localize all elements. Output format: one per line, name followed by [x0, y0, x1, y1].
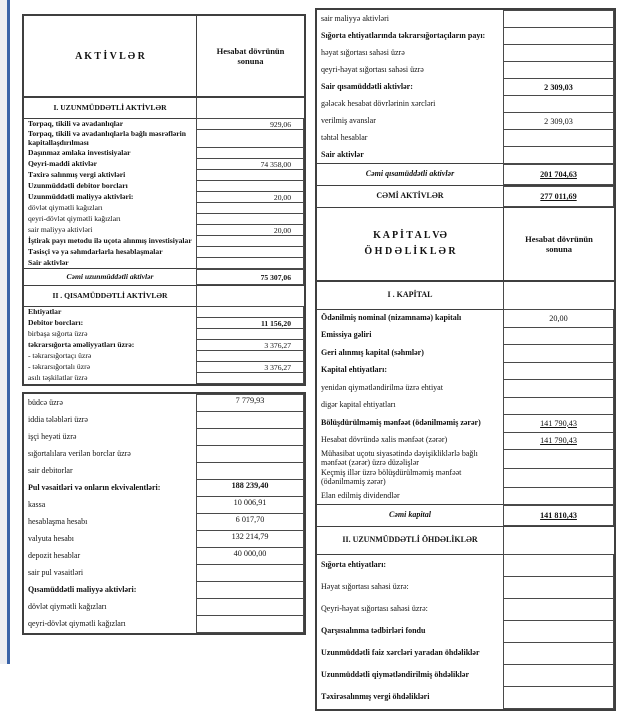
row-label: Həyat sığortası sahəsi üzrə: [321, 582, 409, 592]
row-label: qeyri-dövlət qiymətli kağızları [28, 618, 126, 628]
assets-continuation-and-capital-table [315, 8, 616, 711]
row-value [196, 598, 304, 616]
row-label: - təkrarsığortalı üzrə [28, 361, 90, 371]
row-value: 141 810,43 [503, 505, 614, 526]
row-label: I . KAPİTAL [387, 290, 433, 300]
table-row [24, 598, 304, 616]
row-label: sair pul vəsaitləri [28, 567, 84, 577]
row-value [196, 98, 304, 118]
row-value [503, 327, 614, 346]
row-label: Cəmi kapital [389, 510, 431, 520]
row-value: 11 156,20 [196, 317, 304, 329]
assets-table-header [24, 16, 304, 97]
row-label: I. UZUNMÜDDƏTLİ AKTİVLƏR [53, 102, 167, 112]
row-value [196, 129, 304, 148]
row-label: II. UZUNMÜDDƏTLİ ÖHDƏLİKLƏR [342, 535, 478, 545]
row-label: Cəmi uzunmüddətli aktivlər [66, 271, 154, 281]
row-label: Qarşısıalınma tədbirləri fondu [321, 626, 426, 636]
row-label: Sair aktivlər [28, 257, 69, 267]
row-label: İştirak payı metodu ilə uçota alınmış investisiyalar [28, 235, 192, 245]
row-value [503, 362, 614, 381]
row-label: Emissiya gəliri [321, 330, 372, 340]
row-label: təhtəl hesablar [321, 132, 368, 142]
table-row [317, 576, 614, 599]
table-row [317, 146, 614, 164]
row-label: verilmiş avanslar [321, 115, 376, 125]
row-label: gələcək hesabat dövrlərinin xərcləri [321, 98, 436, 108]
left-column [22, 14, 306, 635]
row-value [196, 286, 304, 306]
row-label: asılı təşkilatlar üzrə [28, 372, 88, 382]
row-value: 188 239,40 [196, 479, 304, 497]
assets-debtor-detail-table [22, 392, 306, 635]
row-label: Cəmi qısamüddətli aktivlər [365, 169, 455, 179]
row-value: 3 376,27 [196, 361, 304, 373]
table-row [317, 362, 614, 381]
row-value [503, 282, 614, 309]
row-value: 6 017,70 [196, 513, 304, 531]
table-row [24, 411, 304, 429]
assets-title: A K T İ V L Ə R [75, 50, 145, 62]
row-label: Uzunmüddətli debitor borcları [28, 180, 128, 190]
table-row [317, 414, 614, 433]
row-value: 7 779,93 [196, 394, 304, 412]
row-value [503, 468, 614, 488]
row-value: 141 790,43 [503, 432, 614, 451]
row-label: həyat sığortası sahəsi üzrə [321, 47, 405, 57]
row-label: sair maliyyə aktivləri [28, 224, 93, 234]
row-value [503, 95, 614, 113]
row-label: hesablaşma hesabı [28, 516, 88, 526]
capital-title-line2: Ö H D Ə L İ K L Ə R [364, 246, 456, 257]
table-row [24, 547, 304, 565]
table-row [317, 379, 614, 398]
row-value [503, 554, 614, 577]
table-row [24, 445, 304, 463]
row-label: Təsisçi və ya səhmdarlarla hesablaşmalar [28, 246, 163, 256]
table-row [317, 432, 614, 451]
row-value: 40 000,00 [196, 547, 304, 565]
row-label: Bölüşdürülməmiş mənfəət (ödənilməmiş zərər) [321, 417, 481, 427]
row-label: Ehtiyatlar [28, 306, 62, 316]
row-value [196, 462, 304, 480]
capital-title [317, 208, 503, 280]
row-label: Geri alınmış kapital (səhmlər) [321, 347, 424, 357]
table-row [317, 526, 614, 555]
row-value: 132 214,79 [196, 530, 304, 548]
row-label: Sair aktivlər [321, 149, 364, 159]
table-row [317, 10, 614, 28]
row-value [503, 27, 614, 45]
table-row [317, 642, 614, 665]
row-value: 3 376,27 [196, 339, 304, 351]
row-label: Torpaq, tikili və avadanlıqlarla bağlı məsrəflərin kapitallaşdırılması [28, 129, 186, 147]
table-row [317, 185, 614, 208]
assets-rows-detail [24, 394, 304, 633]
table-row [317, 620, 614, 643]
table-row [317, 95, 614, 113]
row-label: kassa [28, 499, 46, 509]
row-value: 74 358,00 [196, 158, 304, 170]
row-label: dövlət qiymətli kağızları [28, 601, 107, 611]
row-label: depozit hesablar [28, 550, 81, 560]
table-row [317, 598, 614, 621]
capital-rows [317, 281, 614, 709]
assets-table [22, 14, 306, 386]
table-row [24, 462, 304, 480]
table-row [317, 309, 614, 328]
row-value: 277 011,69 [503, 186, 614, 207]
table-row [317, 129, 614, 147]
table-row [24, 129, 304, 148]
table-row [317, 112, 614, 130]
row-value [503, 397, 614, 416]
row-value [196, 445, 304, 463]
row-value [503, 449, 614, 469]
assets-rows-continuation [317, 10, 614, 208]
table-row [24, 428, 304, 446]
row-value [503, 146, 614, 164]
capital-table-header [317, 207, 614, 281]
table-row [24, 564, 304, 582]
row-label: Keçmiş illər üzrə bölüşdürülməmiş mənfəət (ödənilməmiş zərər) [321, 467, 462, 486]
table-row [317, 449, 614, 469]
row-label: qeyri-həyat sığortası sahəsi üzrə [321, 64, 424, 74]
row-value: 20,00 [196, 224, 304, 236]
table-row [24, 268, 304, 286]
row-label: Daşınmaz əmlaka investisiyalar [28, 147, 131, 157]
table-row [317, 281, 614, 310]
row-value [196, 411, 304, 429]
row-label: Mühasibat uçotu siyasətində dəyişikliklərlə bağlı mənfəət (zərər) üzrə düzəlişlər [321, 449, 478, 467]
table-row [317, 686, 614, 709]
row-value [503, 44, 614, 62]
row-label: yenidən qiymətləndirilmə üzrə ehtiyat [321, 382, 443, 392]
table-row [24, 496, 304, 514]
table-row [317, 554, 614, 577]
row-label: Ödənilmiş nominal (nizamnamə) kapitalı [321, 312, 462, 322]
row-label: Sair qısamüddətli aktivlər: [321, 81, 413, 91]
left-accent-line [7, 0, 10, 664]
row-value [196, 257, 304, 269]
row-value: 929,06 [196, 118, 304, 130]
row-label: Debitor borcları: [28, 317, 84, 327]
row-label: Torpaq, tikili və avadanlıqlar [28, 118, 124, 128]
row-label: sair maliyyə aktivləri [321, 13, 389, 23]
row-label: qeyri-dövlət qiymətli kağızları [28, 213, 121, 223]
row-label: Kapital ehtiyatları: [321, 365, 387, 375]
row-label: Qeyri-həyat sığortası sahəsi üzrə: [321, 604, 428, 614]
capital-period-header: Hesabat dövrünün sonuna [503, 208, 614, 280]
row-label: Uzunmüddətli faiz xərcləri yaradan öhdəliklər [321, 648, 480, 658]
row-value [503, 344, 614, 363]
row-label: dövlət qiymətli kağızları [28, 202, 103, 212]
row-value: 10 006,91 [196, 496, 304, 514]
table-row [317, 27, 614, 45]
assets-period-header: Hesabat dövrünün sonuna [196, 16, 304, 96]
row-label: birbaşa sığorta üzrə [28, 328, 88, 338]
row-label: CƏMİ AKTİVLƏR [376, 191, 444, 201]
row-label: təkrarsığorta əməliyyatları üzrə: [28, 339, 135, 349]
row-value [503, 598, 614, 621]
row-label: II . QISAMÜDDƏTLİ AKTİVLƏR [52, 290, 168, 300]
table-row [24, 372, 304, 384]
table-row [24, 615, 304, 633]
capital-title-line1: K A P İ T A L VƏ [373, 230, 447, 241]
row-value [503, 379, 614, 398]
table-row [24, 530, 304, 548]
row-label: sair debitorlar [28, 465, 73, 475]
row-value [503, 527, 614, 554]
table-row [317, 468, 614, 488]
row-value [196, 564, 304, 582]
row-value [503, 686, 614, 709]
row-label: valyuta hesabı [28, 533, 74, 543]
row-value: 75 307,06 [196, 269, 304, 285]
row-value [503, 61, 614, 79]
row-value: 2 309,03 [503, 112, 614, 130]
table-row [24, 257, 304, 269]
table-row [24, 285, 304, 307]
row-label: Sığorta ehtiyatlarında təkrarsığortaçıların payı: [321, 30, 486, 40]
page-edge-strip [0, 0, 7, 664]
row-value [503, 642, 614, 665]
table-row [24, 479, 304, 497]
row-value [196, 615, 304, 633]
row-value [503, 487, 614, 506]
row-label: büdcə üzrə [28, 397, 63, 407]
table-row [317, 78, 614, 96]
row-value [503, 129, 614, 147]
row-label: işçi heyəti üzrə [28, 431, 77, 441]
row-label: Qısamüddətli maliyyə aktivləri: [28, 584, 137, 594]
row-label: Sığorta ehtiyatları: [321, 560, 387, 570]
row-label: sığortalılara verilən borclar üzrə [28, 448, 131, 458]
table-row [317, 163, 614, 186]
row-value [503, 620, 614, 643]
table-row [317, 327, 614, 346]
table-row [317, 344, 614, 363]
table-row [317, 61, 614, 79]
table-row [24, 513, 304, 531]
row-label: Uzunmüddətli qiymətləndirilmiş öhdəliklər [321, 670, 470, 680]
row-value [503, 576, 614, 599]
table-row [317, 504, 614, 527]
row-value [196, 372, 304, 384]
right-column [315, 8, 616, 711]
row-label: Təxirəsalınmış vergi öhdəlikləri [321, 692, 430, 702]
table-row [317, 664, 614, 687]
row-value: 20,00 [196, 191, 304, 203]
row-label: Təxirə salınmış vergi aktivləri [28, 169, 126, 179]
row-value [196, 581, 304, 599]
row-value: 201 704,63 [503, 164, 614, 185]
row-label: Qeyri-maddi aktivlər [28, 158, 97, 168]
row-value [503, 664, 614, 687]
table-row [24, 581, 304, 599]
row-value [503, 10, 614, 28]
row-value [196, 428, 304, 446]
assets-rows-main [24, 97, 304, 384]
table-row [24, 97, 304, 119]
row-value: 20,00 [503, 309, 614, 328]
row-label: iddia tələbləri üzrə [28, 414, 88, 424]
table-row [24, 394, 304, 412]
row-label: Elan edilmiş dividendlər [321, 490, 400, 500]
row-label: Pul vəsaitləri və onların ekvivalentləri: [28, 482, 161, 492]
table-row [317, 397, 614, 416]
table-row [317, 487, 614, 506]
row-label: digər kapital ehtiyatları [321, 400, 396, 410]
row-label: Hesabat dövründə xalis mənfəət (zərər) [321, 435, 448, 445]
row-label: Uzunmüddətli maliyyə aktivləri: [28, 191, 134, 201]
row-value: 141 790,43 [503, 414, 614, 433]
row-label: - təkrarsığortaçı üzrə [28, 350, 92, 360]
row-value: 2 309,03 [503, 78, 614, 96]
table-row [317, 44, 614, 62]
